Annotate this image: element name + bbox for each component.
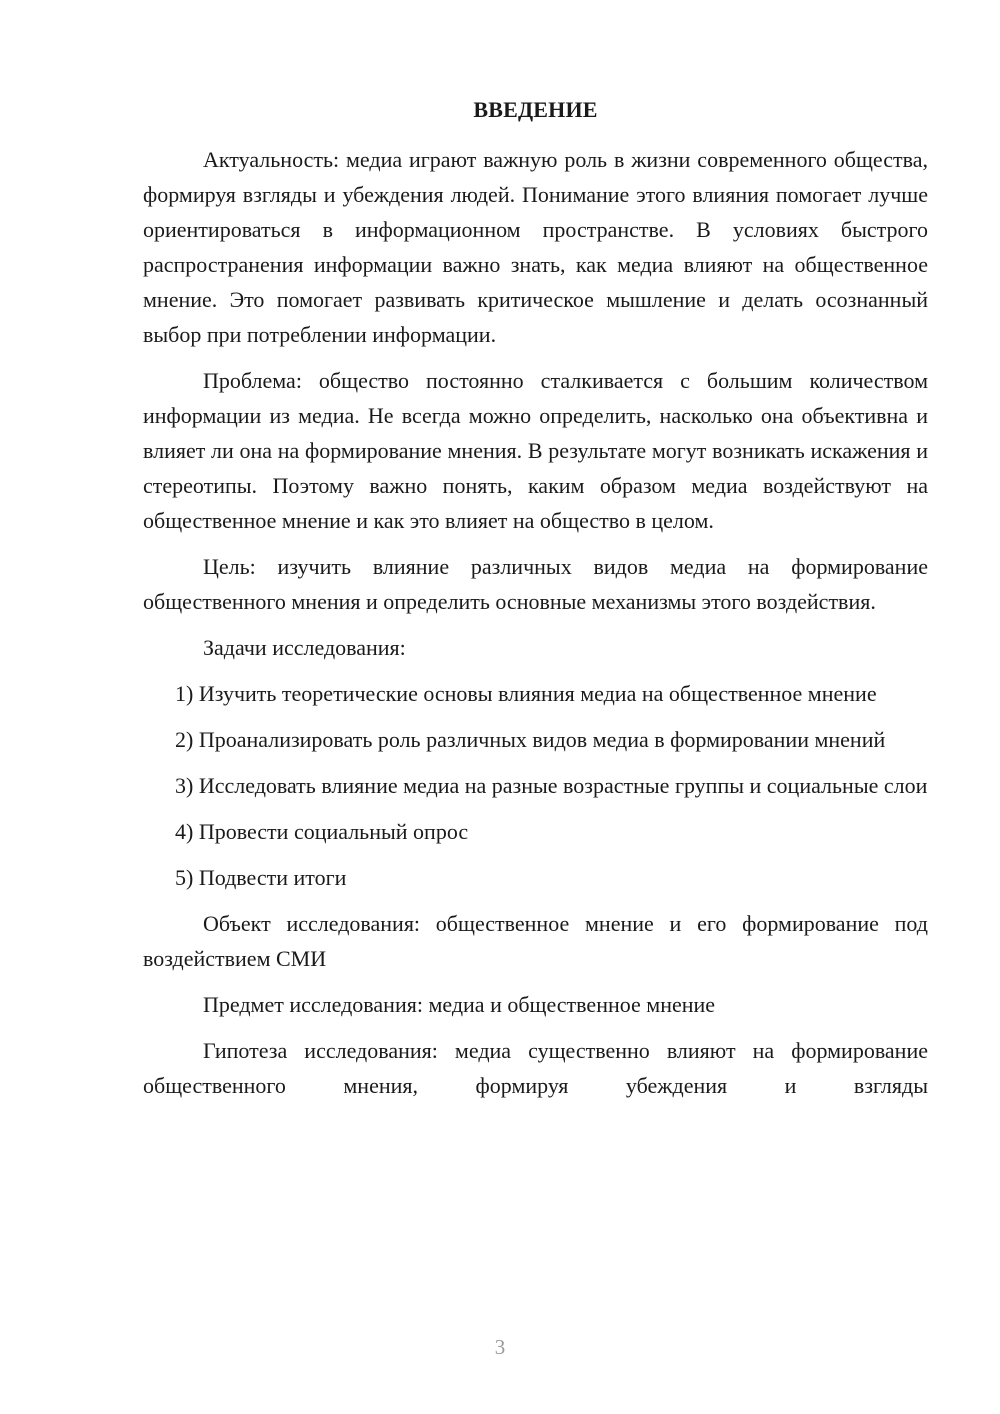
task-item-4: 4) Провести социальный опрос	[175, 819, 469, 844]
document-page	[143, 92, 928, 1114]
paragraph-subject: Предмет исследования: медиа и общественное мнение	[203, 992, 716, 1017]
paragraph-relevance: Актуальность: медиа играют важную роль в жизни современного общества, формируя взгляды и убеждения людей. Понимание этого влияния помогает лучше ориентироваться в информационном пространстве. В условиях быстрого распространения информации важно знать, как медиа влияют на общественное мнение. Это помогает развивать критическое мышление и делать осознанный выбор при потреблении информации.	[143, 147, 928, 347]
paragraph-hypothesis: Гипотеза исследования: медиа существенно влияют на формирование общественного мнения, формируя убеждения и взгляды	[143, 1038, 928, 1098]
task-item-2: 2) Проанализировать роль различных видов медиа в формировании мнений	[175, 727, 886, 752]
task-item-1: 1) Изучить теоретические основы влияния медиа на общественное мнение	[175, 681, 877, 706]
task-item-3: 3) Исследовать влияние медиа на разные возрастные группы и социальные слои	[175, 773, 928, 798]
tasks-heading: Задачи исследования:	[203, 635, 406, 660]
page-number: 3	[494, 1335, 506, 1359]
document-title: ВВЕДЕНИЕ	[473, 97, 598, 122]
paragraph-problem: Проблема: общество постоянно сталкивается с большим количеством информации из медиа. Не всегда можно определить, насколько она объективна и влияет ли она на формирование мнения. В результате могут возникать искажения и стереотипы. Поэтому важно понять, каким образом медиа воздействуют на общественное мнение и как это влияет на общество в целом.	[143, 368, 928, 533]
paragraph-object: Объект исследования: общественное мнение и его формирование под воздействием СМИ	[143, 911, 928, 971]
task-item-5: 5) Подвести итоги	[175, 865, 347, 890]
paragraph-goal: Цель: изучить влияние различных видов медиа на формирование общественного мнения и определить основные механизмы этого воздействия.	[143, 554, 928, 614]
